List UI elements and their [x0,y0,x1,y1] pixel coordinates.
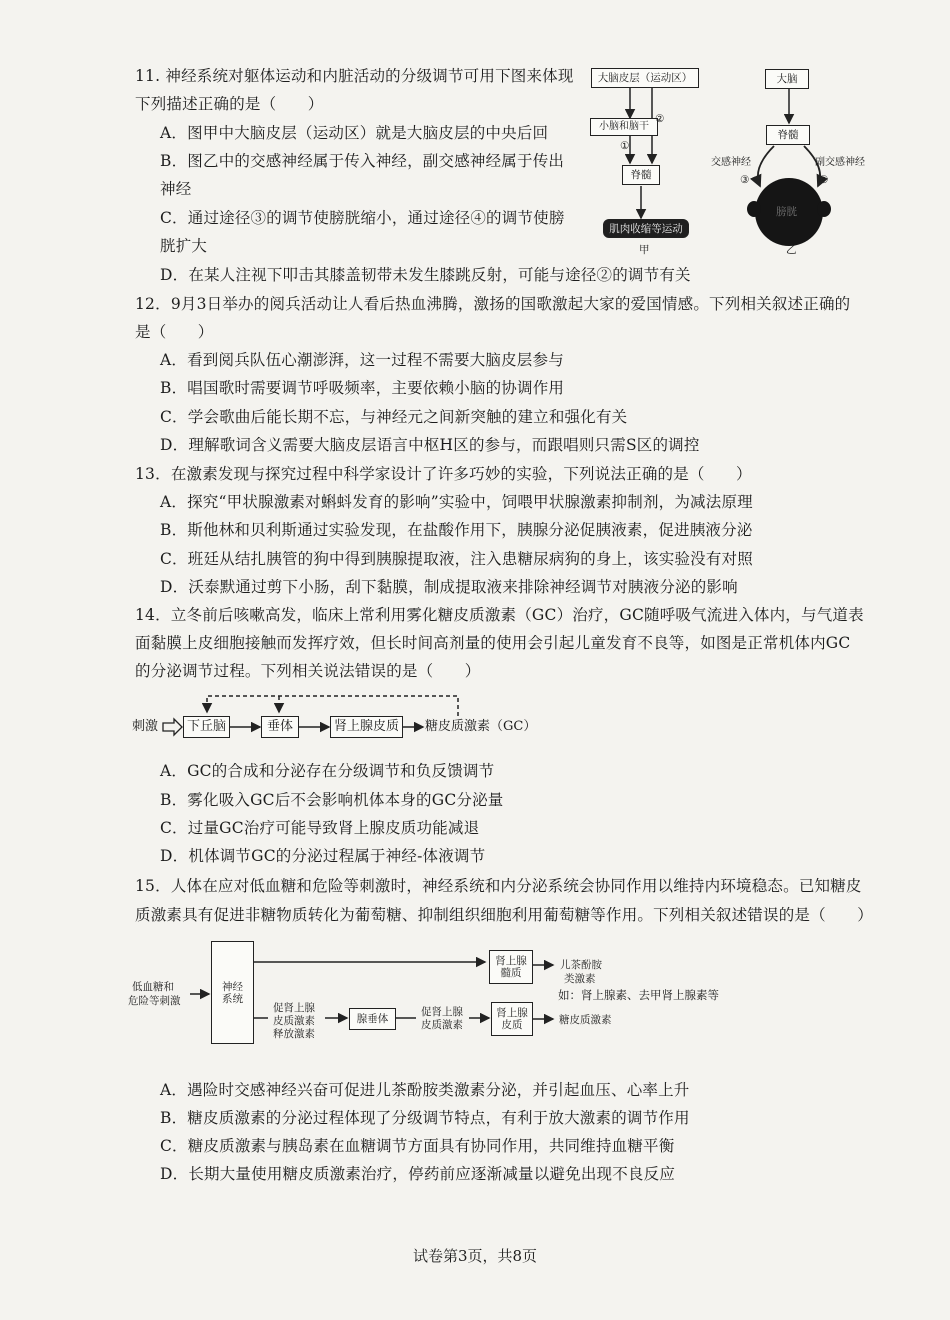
fig15-crh-line3: 释放激素 [273,1028,315,1040]
fig15-stimulus-line1: 低血糖和 [132,981,174,993]
q13-stem: 13．在激素发现与探究过程中科学家设计了许多巧妙的实验，下列说法正确的是（ ） [135,465,752,483]
q12-option-a: A．看到阅兵队伍心潮澎湃，这一过程不需要大脑皮层参与 [160,351,564,369]
fig-jia-label: 甲 [639,244,650,256]
q11-option-c-line1: C．通过途径③的调节使膀胱缩小，通过途径④的调节使膀 [160,209,565,227]
q15-option-c: C．糖皮质激素与胰岛素在血糖调节方面具有协同作用，共同维持血糖平衡 [160,1137,675,1155]
q15-stem-line2: 质激素具有促进非糖物质转化为葡萄糖、抑制组织细胞利用葡萄糖等作用。下列相关叙述错误的是（ ） [135,906,873,924]
fig-jia-cortex-box: 大脑皮层（运动区） [591,68,699,88]
fig14-gc-label: 糖皮质激素（GC） [425,719,537,734]
fig15-nervous-system-box [211,941,254,1044]
q15-option-d: D．长期大量使用糖皮质激素治疗，停药前应逐渐减量以避免出现不良反应 [160,1165,676,1183]
q13-option-d: D．沃泰默通过剪下小肠，刮下黏膜，制成提取液来排除神经调节对胰液分泌的影响 [160,578,738,596]
fig15-acth-line2: 皮质激素 [421,1019,463,1031]
q11-option-b-line1: B．图乙中的交感神经属于传入神经，副交感神经属于传出 [160,152,565,170]
fig-yi-spinal-box: 脊髓 [766,125,810,145]
fig-yi-path4-label: ④ [819,174,829,186]
fig15-medulla-line1: 肾上腺 [495,955,527,967]
q11-option-c-line2: 胱扩大 [160,237,208,255]
q15-option-b: B．糖皮质激素的分泌过程体现了分级调节特点，有利于放大激素的调节作用 [160,1109,690,1127]
page-footer: 试卷第3页，共8页 [412,1247,538,1265]
fig15-cortex-line2: 皮质 [501,1019,523,1031]
q14-stem-line3: 的分泌调节过程。下列相关说法错误的是（ ） [135,662,481,680]
fig15-adrenal-cortex-box [491,1002,533,1036]
q11-option-b-line2: 神经 [160,180,192,198]
q14-stem-line2: 面黏膜上皮细胞接触而发挥疗效，但长时间高剂量的使用会引起儿童发育不良等，如图是正常机体内GC [135,634,851,652]
fig-yi-brain-box: 大脑 [765,69,809,89]
fig15-adrenal-medulla-box [489,950,533,984]
q14-stem-line1: 14．立冬前后咳嗽高发，临床上常利用雾化糖皮质激素（GC）治疗，GC随呼吸气流进入体内，与气道表 [135,606,864,624]
fig15-cate-line2: 类激素 [564,973,596,985]
q12-stem-line1: 12．9月3日举办的阅兵活动让人看后热血沸腾，激扬的国歌激起大家的爱国情感。下列相关叙述正确的 [135,295,851,313]
fig15-nervous-line2: 系统 [222,992,243,1005]
q13-option-c: C．班廷从结扎胰管的狗中得到胰腺提取液，注入患糖尿病狗的身上，该实验没有对照 [160,550,753,568]
q15-stem-line1: 15．人体在应对低血糖和危险等刺激时，神经系统和内分泌系统会协同作用以维持内环境稳态。已知糖皮 [135,877,862,895]
fig-yi-path3-label: ③ [740,174,750,186]
q12-stem-line2: 是（ ） [135,323,214,341]
q12-option-d: D．理解歌词含义需要大脑皮层语言中枢H区的参与，而跟唱则只需S区的调控 [160,436,700,454]
q13-option-b: B．斯他林和贝利斯通过实验发现，在盐酸作用下，胰腺分泌促胰液素，促进胰液分泌 [160,521,753,539]
fig14-pituitary-box: 垂体 [261,716,299,738]
q11-stem-line2: 下列描述正确的是（ ） [135,95,324,113]
fig-yi-parasympathetic-label: 副交感神经 [815,157,865,168]
q14-option-a: A．GC的合成和分泌存在分级调节和负反馈调节 [160,762,495,780]
fig15-gc-label: 糖皮质激素 [559,1014,612,1026]
fig-yi-sympathetic-label: 交感神经 [711,157,751,168]
q11-stem-line1: 11. 神经系统对躯体运动和内脏活动的分级调节可用下图来体现 [135,67,574,85]
fig15-acth-line1: 促肾上腺 [421,1006,463,1018]
fig14-stimulus: 刺激 [132,719,159,734]
fig-jia-path2-label: ② [655,113,665,125]
q13-option-a: A．探究“甲状腺激素对蝌蚪发育的影响”实验中，饲喂甲状腺激素抑制剂，为减法原理 [160,493,753,511]
fig-jia-spinal-box: 脊髓 [622,165,660,185]
fig15-pituitary-box: 腺垂体 [349,1008,396,1030]
fig15-cate-line3: 如：肾上腺素、去甲肾上腺素等 [558,988,719,1002]
fig-jia-path1-label: ① [620,140,630,152]
q12-option-b: B．唱国歌时需要调节呼吸频率，主要依赖小脑的协调作用 [160,379,565,397]
fig15-cortex-line1: 肾上腺 [496,1007,528,1019]
fig15-stimulus-line2: 危险等刺激 [128,995,181,1007]
fig-jia-muscle-box: 肌肉收缩等运动 [603,219,689,238]
fig15-medulla-line2: 髓质 [500,967,522,979]
fig-yi-label: 乙 [786,244,797,256]
q14-option-c: C．过量GC治疗可能导致肾上腺皮质功能减退 [160,819,480,837]
fig-jia-brainstem-box: 小脑和脑干 [590,118,658,136]
fig15-crh-line2: 皮质激素 [273,1015,315,1027]
fig15-nervous-line1: 神经 [222,980,243,993]
fig15-cate-line1: 儿茶酚胺 [560,959,602,971]
fig14-adrenal-cortex-box: 肾上腺皮质 [330,716,403,738]
fig-yi-bladder-label: 膀胱 [776,206,797,218]
q11-option-d: D．在某人注视下叩击其膝盖韧带未发生膝跳反射，可能与途径②的调节有关 [160,266,691,284]
fig15-crh-line1: 促肾上腺 [273,1002,315,1014]
fig14-hypothalamus-box: 下丘脑 [183,716,230,738]
q14-option-d: D．机体调节GC的分泌过程属于神经-体液调节 [160,847,486,865]
q14-option-b: B．雾化吸入GC后不会影响机体本身的GC分泌量 [160,791,504,809]
q11-option-a: A．图甲中大脑皮层（运动区）就是大脑皮层的中央后回 [160,124,549,142]
q15-option-a: A．遇险时交感神经兴奋可促进儿茶酚胺类激素分泌，并引起血压、心率上升 [160,1081,690,1099]
q12-option-c: C．学会歌曲后能长期不忘，与神经元之间新突触的建立和强化有关 [160,408,628,426]
